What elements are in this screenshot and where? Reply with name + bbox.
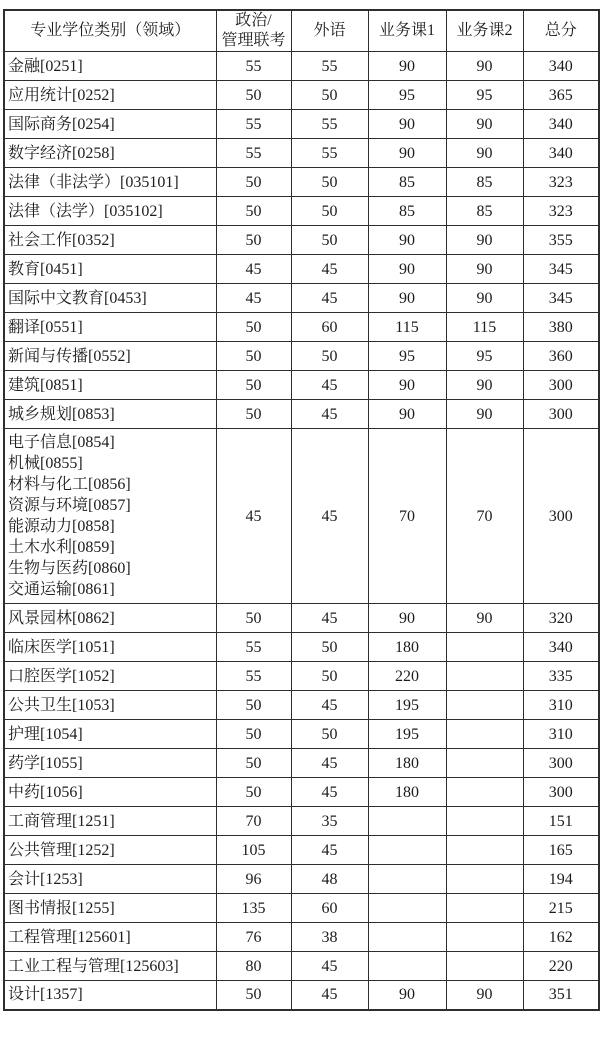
score-cell	[446, 691, 523, 720]
header-course2: 业务课2	[446, 10, 523, 52]
score-table	[3, 9, 600, 1011]
score-cell: 50	[291, 720, 368, 749]
score-cell: 90	[368, 400, 446, 429]
score-cell: 50	[291, 81, 368, 110]
score-cell	[446, 807, 523, 836]
score-cell: 50	[216, 604, 291, 633]
score-cell: 90	[368, 52, 446, 81]
score-cell: 335	[523, 662, 599, 691]
score-cell: 50	[291, 633, 368, 662]
table-row	[4, 139, 599, 168]
category-cell: 法律（法学）[035102]	[4, 197, 216, 226]
score-cell: 85	[368, 197, 446, 226]
score-cell: 55	[291, 139, 368, 168]
score-cell: 45	[291, 284, 368, 313]
category-cell: 教育[0451]	[4, 255, 216, 284]
score-cell: 55	[216, 662, 291, 691]
table-row	[4, 720, 599, 749]
header-row	[4, 10, 599, 52]
category-cell: 城乡规划[0853]	[4, 400, 216, 429]
score-cell: 55	[216, 139, 291, 168]
score-cell	[446, 836, 523, 865]
table-row	[4, 749, 599, 778]
category-cell: 电子信息[0854] 机械[0855] 材料与化工[0856] 资源与环境[0857] 能源动力[0858] 土木水利[0859] 生物与医药[0860] 交通运输[0861]	[4, 429, 216, 604]
table-row	[4, 981, 599, 1010]
score-cell: 45	[216, 429, 291, 604]
score-cell: 55	[216, 633, 291, 662]
score-cell: 180	[368, 633, 446, 662]
score-cell: 96	[216, 865, 291, 894]
score-cell: 60	[291, 313, 368, 342]
table-row	[4, 778, 599, 807]
score-cell: 345	[523, 255, 599, 284]
category-cell: 口腔医学[1052]	[4, 662, 216, 691]
header-politics-line1: 政治/	[235, 12, 272, 29]
score-cell: 70	[216, 807, 291, 836]
table-row	[4, 894, 599, 923]
score-cell: 55	[216, 52, 291, 81]
score-cell: 50	[216, 313, 291, 342]
score-cell: 90	[446, 981, 523, 1010]
category-cell: 图书情报[1255]	[4, 894, 216, 923]
score-cell: 50	[216, 691, 291, 720]
score-cell: 345	[523, 284, 599, 313]
score-cell: 45	[291, 691, 368, 720]
category-cell: 应用统计[0252]	[4, 81, 216, 110]
score-cell: 90	[368, 981, 446, 1010]
score-cell: 50	[291, 342, 368, 371]
score-cell: 50	[216, 81, 291, 110]
score-cell: 50	[216, 778, 291, 807]
score-cell: 45	[291, 371, 368, 400]
score-cell: 45	[291, 778, 368, 807]
score-cell: 45	[291, 429, 368, 604]
score-cell: 38	[291, 923, 368, 952]
score-cell: 90	[446, 139, 523, 168]
table-row	[4, 923, 599, 952]
score-cell: 90	[368, 284, 446, 313]
score-cell	[446, 778, 523, 807]
score-cell: 90	[368, 226, 446, 255]
header-foreign-language: 外语	[291, 10, 368, 52]
score-cell: 300	[523, 400, 599, 429]
score-cell	[368, 807, 446, 836]
score-cell: 194	[523, 865, 599, 894]
score-cell: 180	[368, 778, 446, 807]
score-cell: 50	[216, 981, 291, 1010]
score-cell: 85	[446, 168, 523, 197]
score-cell: 85	[368, 168, 446, 197]
score-cell: 351	[523, 981, 599, 1010]
score-cell: 90	[368, 255, 446, 284]
score-cell: 50	[291, 197, 368, 226]
category-cell: 风景园林[0862]	[4, 604, 216, 633]
category-cell: 工商管理[1251]	[4, 807, 216, 836]
table-row	[4, 255, 599, 284]
score-cell: 90	[446, 604, 523, 633]
table-row	[4, 865, 599, 894]
category-cell: 金融[0251]	[4, 52, 216, 81]
score-cell	[368, 894, 446, 923]
score-cell	[446, 749, 523, 778]
score-cell: 45	[216, 255, 291, 284]
score-cell: 70	[446, 429, 523, 604]
table-row	[4, 52, 599, 81]
score-cell	[368, 836, 446, 865]
header-total-score: 总分	[523, 10, 599, 52]
table-row	[4, 604, 599, 633]
score-cell: 320	[523, 604, 599, 633]
header-course1: 业务课1	[368, 10, 446, 52]
table-row	[4, 313, 599, 342]
score-cell: 90	[368, 139, 446, 168]
score-cell: 115	[368, 313, 446, 342]
category-cell: 工程管理[125601]	[4, 923, 216, 952]
category-cell: 工业工程与管理[125603]	[4, 952, 216, 981]
category-cell: 中药[1056]	[4, 778, 216, 807]
table-row	[4, 691, 599, 720]
score-cell: 310	[523, 720, 599, 749]
score-cell	[446, 662, 523, 691]
category-cell: 公共管理[1252]	[4, 836, 216, 865]
category-cell: 法律（非法学）[035101]	[4, 168, 216, 197]
score-cell: 45	[291, 952, 368, 981]
table-row	[4, 168, 599, 197]
score-cell: 323	[523, 197, 599, 226]
score-cell: 300	[523, 749, 599, 778]
table-row	[4, 807, 599, 836]
score-cell: 45	[291, 836, 368, 865]
table-row	[4, 81, 599, 110]
score-cell	[446, 894, 523, 923]
score-cell: 70	[368, 429, 446, 604]
score-cell: 45	[291, 255, 368, 284]
score-cell	[446, 923, 523, 952]
score-cell: 220	[368, 662, 446, 691]
score-cell	[368, 923, 446, 952]
table-row	[4, 342, 599, 371]
category-cell: 临床医学[1051]	[4, 633, 216, 662]
score-cell: 215	[523, 894, 599, 923]
category-cell: 公共卫生[1053]	[4, 691, 216, 720]
score-cell: 340	[523, 52, 599, 81]
score-cell: 90	[446, 371, 523, 400]
header-politics-exam	[216, 10, 291, 52]
score-cell: 340	[523, 110, 599, 139]
score-cell: 95	[368, 81, 446, 110]
category-cell: 社会工作[0352]	[4, 226, 216, 255]
score-cell: 300	[523, 778, 599, 807]
category-cell: 设计[1357]	[4, 981, 216, 1010]
score-cell: 45	[291, 604, 368, 633]
table-row	[4, 400, 599, 429]
score-cell: 80	[216, 952, 291, 981]
table-row	[4, 226, 599, 255]
score-cell: 90	[368, 371, 446, 400]
score-cell: 105	[216, 836, 291, 865]
category-cell: 翻译[0551]	[4, 313, 216, 342]
score-cell	[368, 865, 446, 894]
score-cell: 90	[446, 284, 523, 313]
table-row	[4, 110, 599, 139]
score-cell: 365	[523, 81, 599, 110]
score-cell	[446, 720, 523, 749]
score-cell: 95	[446, 81, 523, 110]
score-cell: 45	[291, 400, 368, 429]
score-cell: 45	[291, 981, 368, 1010]
table-row	[4, 371, 599, 400]
table-row	[4, 197, 599, 226]
score-cell: 340	[523, 633, 599, 662]
score-cell: 90	[446, 226, 523, 255]
score-cell: 195	[368, 720, 446, 749]
score-cell: 60	[291, 894, 368, 923]
score-cell: 55	[291, 110, 368, 139]
score-cell: 45	[216, 284, 291, 313]
score-cell	[446, 952, 523, 981]
score-cell: 85	[446, 197, 523, 226]
score-cell: 50	[216, 197, 291, 226]
score-cell: 35	[291, 807, 368, 836]
header-politics-line2: 管理联考	[221, 32, 286, 49]
score-cell: 115	[446, 313, 523, 342]
score-cell: 55	[291, 52, 368, 81]
score-cell: 90	[446, 110, 523, 139]
score-cell: 360	[523, 342, 599, 371]
table-row	[4, 952, 599, 981]
category-cell: 数字经济[0258]	[4, 139, 216, 168]
score-cell: 95	[368, 342, 446, 371]
score-cell: 50	[216, 400, 291, 429]
table-row	[4, 429, 599, 604]
score-cell: 300	[523, 371, 599, 400]
category-cell: 药学[1055]	[4, 749, 216, 778]
category-cell: 国际商务[0254]	[4, 110, 216, 139]
score-cell: 162	[523, 923, 599, 952]
score-cell: 50	[291, 226, 368, 255]
score-cell: 50	[216, 749, 291, 778]
score-cell: 90	[368, 110, 446, 139]
score-cell: 90	[446, 255, 523, 284]
score-cell: 50	[216, 720, 291, 749]
score-cell	[446, 865, 523, 894]
table-row	[4, 836, 599, 865]
score-cell: 48	[291, 865, 368, 894]
table-row	[4, 662, 599, 691]
category-cell: 会计[1253]	[4, 865, 216, 894]
score-cell	[446, 633, 523, 662]
score-cell: 310	[523, 691, 599, 720]
category-cell: 建筑[0851]	[4, 371, 216, 400]
header-category: 专业学位类别（领域）	[4, 10, 216, 52]
score-cell: 195	[368, 691, 446, 720]
table-row	[4, 284, 599, 313]
score-cell: 95	[446, 342, 523, 371]
category-cell: 国际中文教育[0453]	[4, 284, 216, 313]
score-cell: 165	[523, 836, 599, 865]
score-cell: 300	[523, 429, 599, 604]
score-cell: 380	[523, 313, 599, 342]
score-cell: 90	[368, 604, 446, 633]
score-cell: 50	[216, 371, 291, 400]
score-cell: 90	[446, 400, 523, 429]
table-row	[4, 633, 599, 662]
score-cell: 55	[216, 110, 291, 139]
score-cell: 90	[446, 52, 523, 81]
score-cell: 180	[368, 749, 446, 778]
score-cell: 323	[523, 168, 599, 197]
score-cell	[368, 952, 446, 981]
score-cell: 50	[291, 662, 368, 691]
score-cell: 135	[216, 894, 291, 923]
score-cell: 355	[523, 226, 599, 255]
score-cell: 50	[216, 168, 291, 197]
score-cell: 340	[523, 139, 599, 168]
score-cell: 45	[291, 749, 368, 778]
score-cell: 76	[216, 923, 291, 952]
category-cell: 新闻与传播[0552]	[4, 342, 216, 371]
score-cell: 50	[216, 226, 291, 255]
score-cell: 151	[523, 807, 599, 836]
category-cell: 护理[1054]	[4, 720, 216, 749]
score-cell: 50	[291, 168, 368, 197]
score-cell: 50	[216, 342, 291, 371]
score-table-body	[4, 52, 599, 1010]
score-cell: 220	[523, 952, 599, 981]
